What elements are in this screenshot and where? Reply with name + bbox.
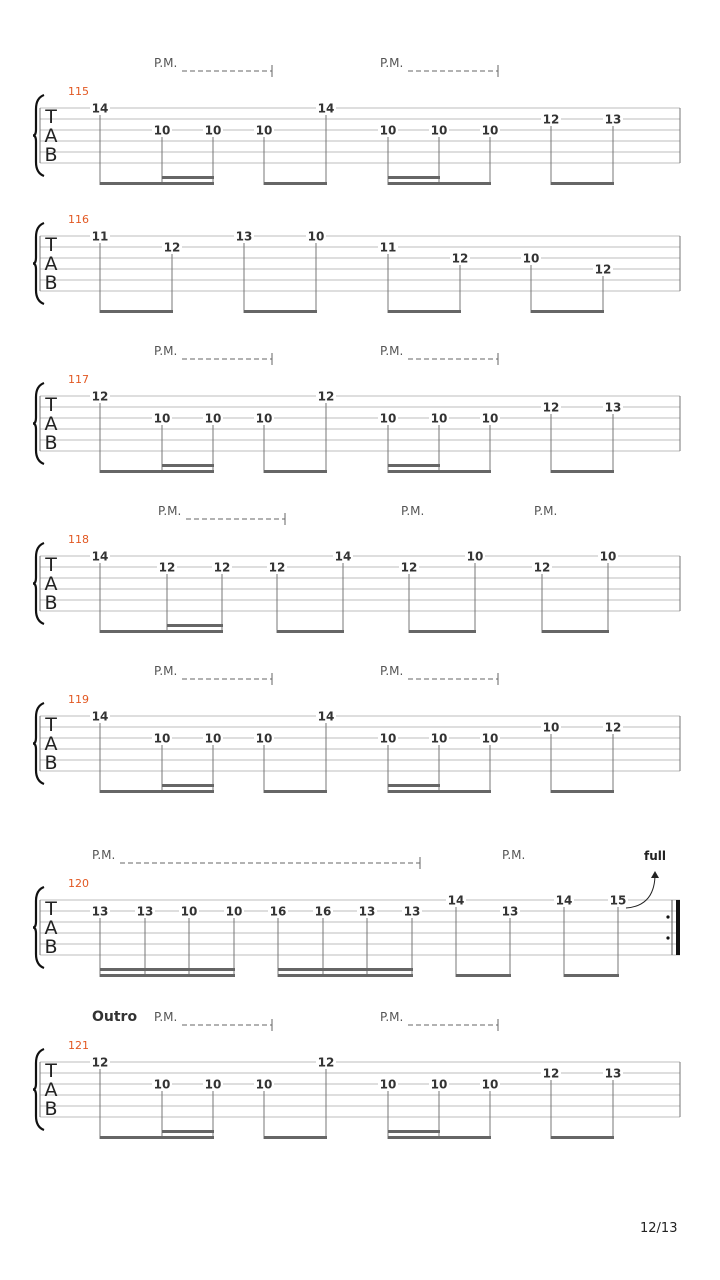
tab-clef-letter: B xyxy=(44,144,58,166)
fret-number: 14 xyxy=(91,549,109,564)
palm-mute-label: P.M. xyxy=(158,504,182,518)
beam xyxy=(388,1136,491,1139)
beam-secondary xyxy=(388,784,440,787)
fret-number: 14 xyxy=(555,893,573,908)
fret-number: 10 xyxy=(379,123,397,138)
tab-clef-letter: B xyxy=(44,936,58,958)
palm-mute-label: P.M. xyxy=(154,1010,178,1024)
fret-number: 10 xyxy=(542,720,560,735)
palm-mute-label: P.M. xyxy=(380,664,404,678)
beam xyxy=(100,470,214,473)
tab-system xyxy=(33,504,680,633)
fret-number: 13 xyxy=(604,112,622,127)
measure-number: 116 xyxy=(68,213,89,226)
fret-number: 10 xyxy=(522,251,540,266)
fret-number: 12 xyxy=(542,1066,560,1081)
barline-thick xyxy=(676,900,680,955)
fret-number: 12 xyxy=(604,720,622,735)
beam xyxy=(409,630,476,633)
beam xyxy=(551,182,614,185)
fret-number: 10 xyxy=(481,731,499,746)
fret-number: 10 xyxy=(430,1077,448,1092)
fret-number: 12 xyxy=(317,389,335,404)
fret-number: 11 xyxy=(91,229,109,244)
fret-number: 10 xyxy=(466,549,484,564)
fret-number: 10 xyxy=(379,411,397,426)
tab-clef-letter: B xyxy=(44,1098,58,1120)
fret-number: 14 xyxy=(91,709,109,724)
beam-secondary xyxy=(388,1130,440,1133)
tab-system xyxy=(33,1009,680,1139)
fret-number: 14 xyxy=(317,101,335,116)
beam xyxy=(100,974,235,977)
system-brace xyxy=(33,543,44,624)
beam xyxy=(244,310,317,313)
fret-number: 13 xyxy=(604,400,622,415)
fret-number: 12 xyxy=(213,560,231,575)
fret-number: 12 xyxy=(542,400,560,415)
tab-clef-letter: T xyxy=(45,1060,57,1082)
bend-label: full xyxy=(644,849,666,863)
system-brace xyxy=(33,383,44,464)
tab-clef-letter: B xyxy=(44,752,58,774)
beam xyxy=(264,1136,327,1139)
beam-secondary xyxy=(162,464,214,467)
system-brace xyxy=(33,703,44,784)
beam xyxy=(542,630,609,633)
tab-clef-letter: T xyxy=(45,394,57,416)
fret-number: 10 xyxy=(599,549,617,564)
beam-secondary xyxy=(388,176,440,179)
fret-number: 14 xyxy=(447,893,465,908)
fret-number: 10 xyxy=(153,1077,171,1092)
fret-number: 13 xyxy=(403,904,421,919)
fret-number: 10 xyxy=(153,731,171,746)
beam xyxy=(388,310,461,313)
tab-clef-letter: A xyxy=(44,917,58,939)
palm-mute-label: P.M. xyxy=(154,664,178,678)
beam xyxy=(551,790,614,793)
measure-number: 119 xyxy=(68,693,89,706)
beam-secondary xyxy=(167,624,223,627)
fret-number: 10 xyxy=(204,411,222,426)
fret-number: 13 xyxy=(501,904,519,919)
tab-clef-letter: A xyxy=(44,125,58,147)
measure-number: 118 xyxy=(68,533,89,546)
beam xyxy=(264,790,327,793)
tab-clef-letter: B xyxy=(44,272,58,294)
tab-clef-letter: A xyxy=(44,253,58,275)
tab-system xyxy=(33,344,680,473)
fret-number: 10 xyxy=(307,229,325,244)
fret-number: 12 xyxy=(317,1055,335,1070)
fret-number: 13 xyxy=(91,904,109,919)
beam xyxy=(100,790,214,793)
tab-clef-letter: T xyxy=(45,234,57,256)
fret-number: 10 xyxy=(481,123,499,138)
beam xyxy=(551,1136,614,1139)
tab-clef-letter: T xyxy=(45,554,57,576)
palm-mute-label: P.M. xyxy=(380,1010,404,1024)
system-brace xyxy=(33,1049,44,1130)
fret-number: 13 xyxy=(604,1066,622,1081)
beam-secondary xyxy=(162,784,214,787)
tab-clef-letter: B xyxy=(44,592,58,614)
fret-number: 12 xyxy=(91,1055,109,1070)
fret-number: 10 xyxy=(430,411,448,426)
fret-number: 14 xyxy=(334,549,352,564)
fret-number: 10 xyxy=(204,123,222,138)
palm-mute-label: P.M. xyxy=(380,56,404,70)
fret-number: 10 xyxy=(379,731,397,746)
palm-mute-label: P.M. xyxy=(401,504,425,518)
beam xyxy=(388,470,491,473)
fret-number: 14 xyxy=(91,101,109,116)
fret-number: 10 xyxy=(481,411,499,426)
tab-clef-letter: A xyxy=(44,1079,58,1101)
system-brace xyxy=(33,887,44,968)
fret-number: 10 xyxy=(204,731,222,746)
beam xyxy=(388,790,491,793)
beam-secondary xyxy=(100,968,235,971)
fret-number: 13 xyxy=(235,229,253,244)
measure-number: 120 xyxy=(68,877,89,890)
tab-system xyxy=(33,56,680,185)
beam xyxy=(531,310,604,313)
palm-mute-label: P.M. xyxy=(534,504,558,518)
fret-number: 10 xyxy=(255,1077,273,1092)
palm-mute-label: P.M. xyxy=(154,344,178,358)
tab-clef-letter: A xyxy=(44,573,58,595)
palm-mute-label: P.M. xyxy=(502,848,526,862)
tab-clef-letter: A xyxy=(44,413,58,435)
system-brace xyxy=(33,223,44,304)
fret-number: 12 xyxy=(594,262,612,277)
beam-secondary xyxy=(162,176,214,179)
fret-number: 12 xyxy=(268,560,286,575)
beam-secondary xyxy=(388,464,440,467)
fret-number: 10 xyxy=(430,123,448,138)
fret-number: 10 xyxy=(153,411,171,426)
beam-secondary xyxy=(278,968,413,971)
palm-mute-label: P.M. xyxy=(92,848,116,862)
fret-number: 10 xyxy=(481,1077,499,1092)
fret-number: 13 xyxy=(358,904,376,919)
system-brace xyxy=(33,95,44,176)
beam xyxy=(264,470,327,473)
tab-system xyxy=(33,664,680,793)
fret-number: 16 xyxy=(314,904,332,919)
fret-number: 10 xyxy=(255,731,273,746)
fret-number: 10 xyxy=(255,123,273,138)
beam xyxy=(264,182,327,185)
beam xyxy=(564,974,619,977)
beam xyxy=(277,630,344,633)
measure-number: 121 xyxy=(68,1039,89,1052)
fret-number: 14 xyxy=(317,709,335,724)
fret-number: 10 xyxy=(379,1077,397,1092)
fret-number: 12 xyxy=(158,560,176,575)
fret-number: 13 xyxy=(136,904,154,919)
beam xyxy=(100,182,214,185)
measure-number: 117 xyxy=(68,373,89,386)
beam-secondary xyxy=(162,1130,214,1133)
palm-mute-label: P.M. xyxy=(154,56,178,70)
fret-number: 12 xyxy=(451,251,469,266)
beam xyxy=(456,974,511,977)
fret-number: 12 xyxy=(91,389,109,404)
fret-number: 11 xyxy=(379,240,397,255)
beam xyxy=(388,182,491,185)
fret-number: 10 xyxy=(430,731,448,746)
palm-mute-label: P.M. xyxy=(380,344,404,358)
fret-number: 12 xyxy=(542,112,560,127)
tab-clef-letter: T xyxy=(45,898,57,920)
beam xyxy=(100,1136,214,1139)
fret-number: 12 xyxy=(533,560,551,575)
fret-number: 10 xyxy=(180,904,198,919)
repeat-dot xyxy=(666,936,669,939)
fret-number: 10 xyxy=(255,411,273,426)
tab-system xyxy=(33,848,680,977)
fret-number: 12 xyxy=(400,560,418,575)
fret-number: 16 xyxy=(269,904,287,919)
tab-clef-letter: A xyxy=(44,733,58,755)
tab-system xyxy=(33,213,680,313)
fret-number: 12 xyxy=(163,240,181,255)
fret-number: 10 xyxy=(204,1077,222,1092)
tab-clef-letter: B xyxy=(44,432,58,454)
beam xyxy=(278,974,413,977)
page-number: 12/13 xyxy=(640,1221,678,1236)
section-label: Outro xyxy=(92,1009,138,1025)
bend-curve xyxy=(626,876,655,908)
tab-clef-letter: T xyxy=(45,106,57,128)
beam xyxy=(551,470,614,473)
bend-arrowhead xyxy=(651,871,659,878)
beam xyxy=(100,630,223,633)
fret-number: 10 xyxy=(153,123,171,138)
measure-number: 115 xyxy=(68,85,89,98)
fret-number: 10 xyxy=(225,904,243,919)
repeat-dot xyxy=(666,915,669,918)
beam xyxy=(100,310,173,313)
fret-number: 15 xyxy=(609,893,627,908)
tab-clef-letter: T xyxy=(45,714,57,736)
